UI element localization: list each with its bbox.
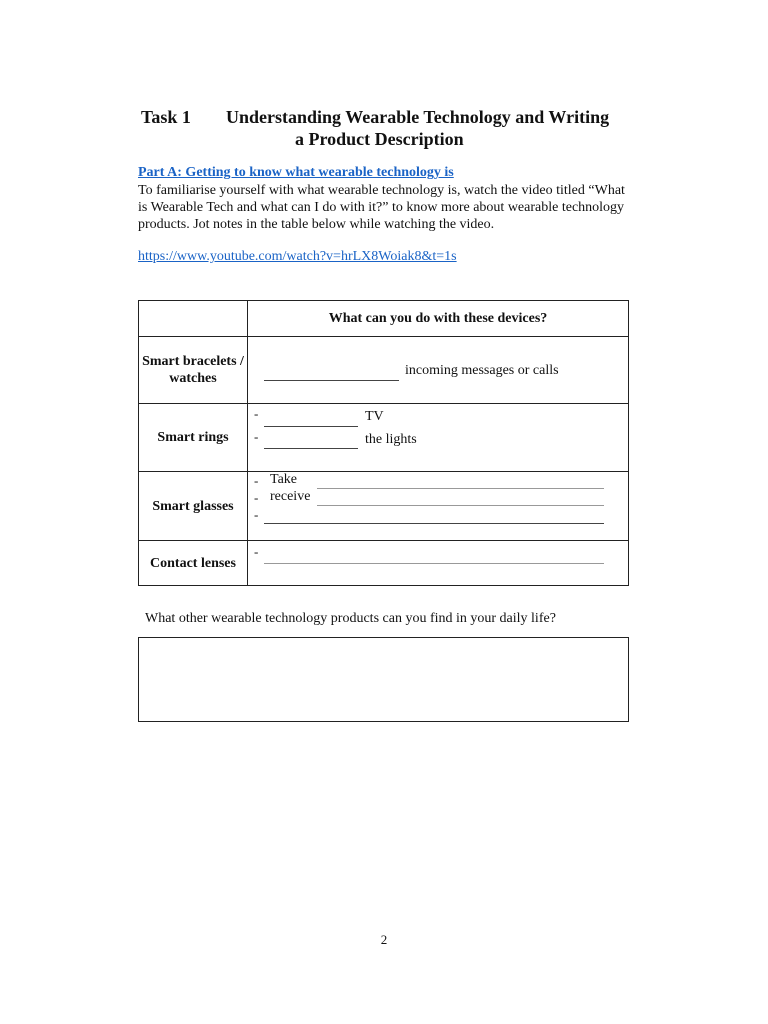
bullet-dash: - (254, 406, 259, 421)
answer-blank[interactable] (264, 380, 399, 381)
row-text: receive (270, 489, 311, 504)
question-text: What other wearable technology products can you find in your daily life? (145, 611, 556, 626)
answer-box[interactable] (138, 637, 629, 722)
table-row-divider (139, 540, 628, 541)
answer-blank[interactable] (264, 523, 604, 524)
answer-blank[interactable] (317, 488, 604, 489)
answer-blank[interactable] (317, 505, 604, 506)
paragraph-line: products. Jot notes in the table below while watching the video. (138, 217, 495, 232)
bullet-dash: - (254, 544, 259, 559)
bullet-dash: - (254, 429, 259, 444)
bullet-dash: - (254, 473, 259, 488)
paragraph-line: To familiarise yourself with what wearable technology is, watch the video titled “What (138, 183, 625, 198)
answer-blank[interactable] (264, 448, 358, 449)
row-text: TV (365, 409, 384, 424)
table-header: What can you do with these devices? (328, 311, 548, 326)
row-text: the lights (365, 432, 417, 447)
task-title-line1: Understanding Wearable Technology and Writing (226, 107, 610, 127)
device-smart-glasses: Smart glasses (152, 499, 234, 514)
table-row-divider (139, 336, 628, 337)
answer-blank[interactable] (264, 426, 358, 427)
page-number: 2 (380, 932, 388, 947)
answer-blank[interactable] (264, 563, 604, 564)
paragraph-line: is Wearable Tech and what can I do with it?” to know more about wearable technology (138, 200, 625, 215)
row-text: Take (270, 472, 298, 487)
part-a-heading: Part A: Getting to know what wearable technology is (138, 165, 454, 180)
device-smart-bracelets: Smart bracelets / watches (142, 354, 244, 386)
bullet-dash: - (254, 490, 259, 505)
device-contact-lenses: Contact lenses (150, 556, 236, 571)
task-label: Task 1 (141, 107, 191, 127)
device-smart-rings: Smart rings (157, 430, 229, 445)
bullet-dash: - (254, 507, 259, 522)
table-row-divider (139, 471, 628, 472)
task-title-line2: a Product Description (295, 129, 464, 149)
instructions-paragraph (138, 182, 633, 233)
row-text: incoming messages or calls (405, 363, 559, 378)
notes-table (138, 300, 629, 586)
table-row-divider (139, 403, 628, 404)
video-link[interactable]: https://www.youtube.com/watch?v=hrLX8Woiak8&t=1s (138, 249, 457, 264)
table-column-divider (247, 301, 248, 585)
